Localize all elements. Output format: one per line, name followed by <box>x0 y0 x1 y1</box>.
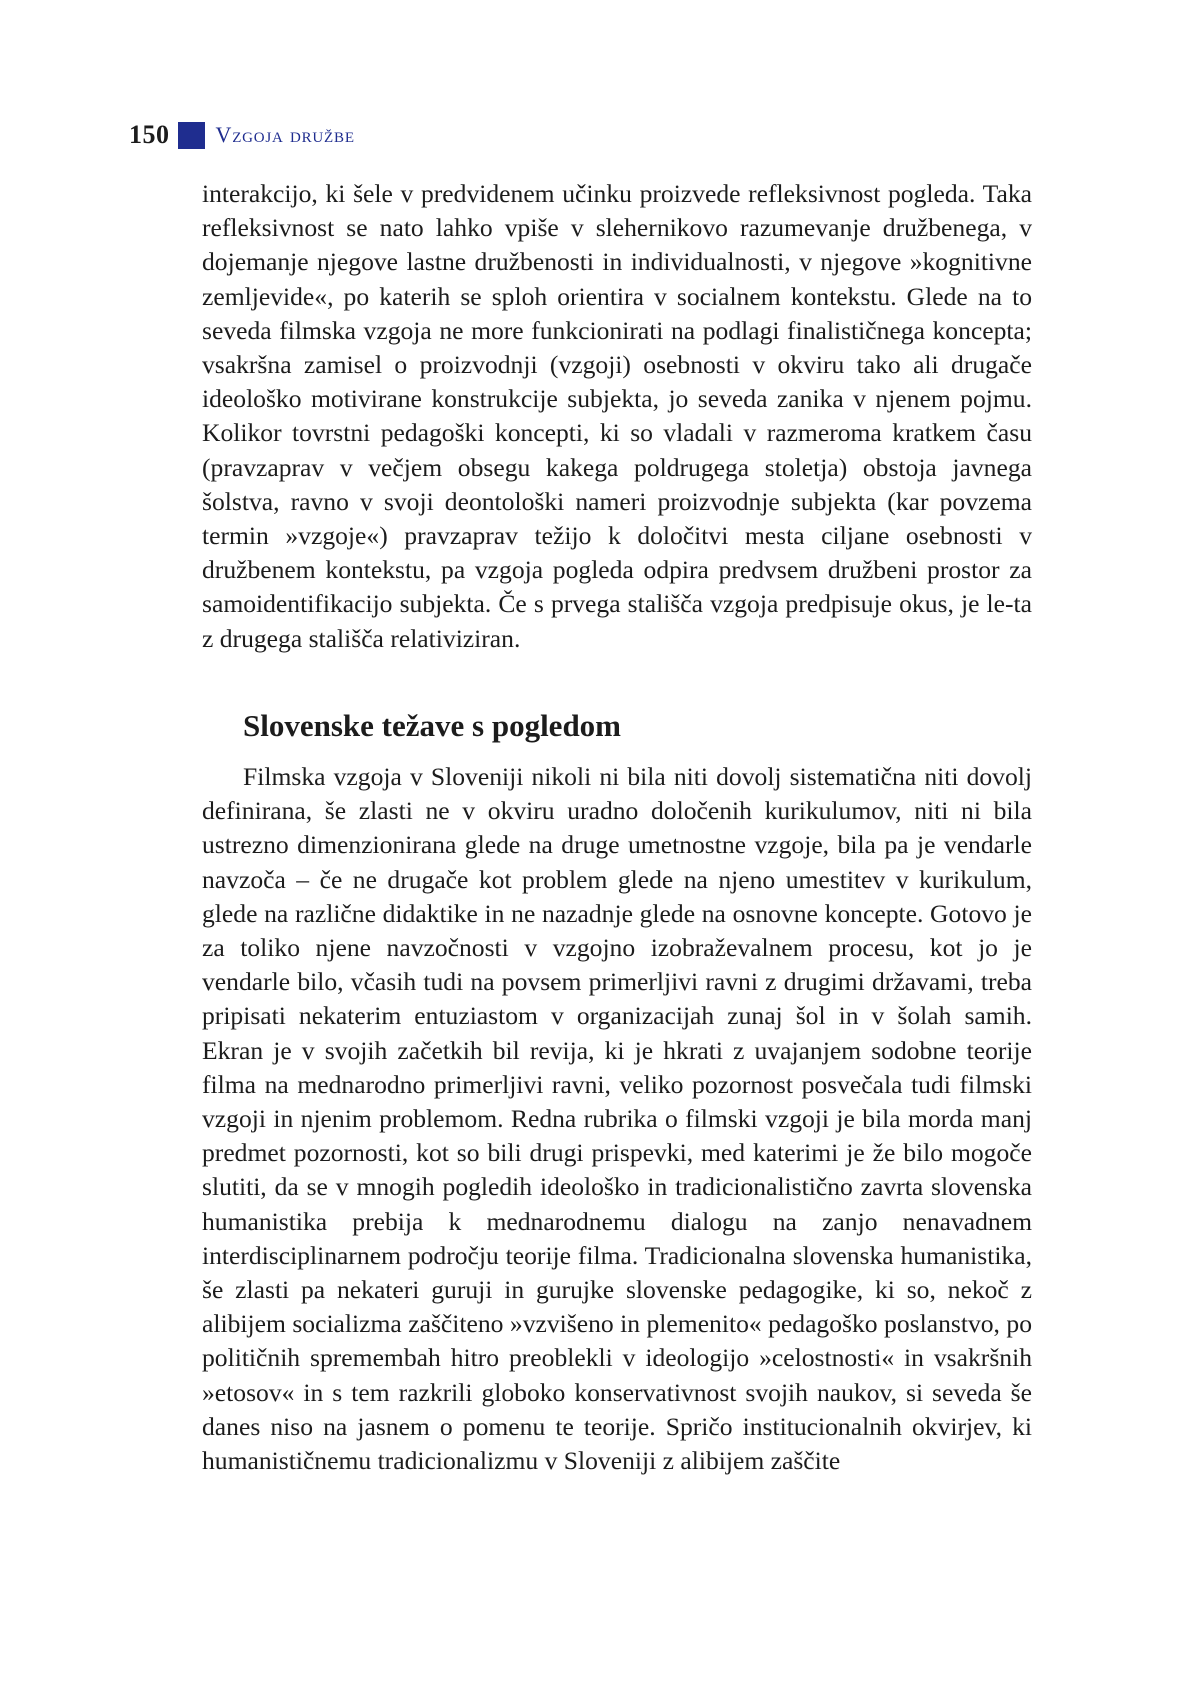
running-head <box>129 118 355 152</box>
blue-square-marker <box>178 122 205 149</box>
section-heading: Slovenske težave s pogledom <box>243 708 622 743</box>
body-paragraph: Filmska vzgoja v Sloveniji nikoli ni bila niti dovolj sistematična niti dovolj definirana, še zlasti ne v okviru uradno določenih kurikulumov, niti ni bila ustrezno dimenzionirana glede na druge umetnostne vzgoje, bila pa je vendarle navzoča – če ne drugače kot problem glede na njeno umestitev v kurikulum, glede na različne didaktike in ne nazadnje glede na osnovne koncepte. Gotovo je za toliko njene navzočnosti v vzgojno izobraževalnem procesu, kot jo je vendarle bilo, včasih tudi na povsem primerljivi ravni z drugimi državami, treba pripisati nekaterim entuziastom v organizacijah zunaj šol in v šolah samih. Ekran je v svojih začetkih bil revija, ki je hkrati z uvajanjem sodobne teorije filma na mednarodno primerljivi ravni, veliko pozornost posvečala tudi filmski vzgoji in njenim problemom. Redna rubrika o filmski vzgoji je bila morda manj predmet pozornosti, kot so bili drugi prispevki, med katerimi je že bilo mogoče slutiti, da se v mnogih pogledih ideološko in tradicionalistično zavrta slovenska humanistika prebija k mednarodnemu dialogu na zanjo nenavadnem interdisciplinarnem področju teorije filma. Tradicionalna slovenska humanistika, še zlasti pa nekateri guruji in gurujke slovenske pedagogike, ki so, nekoč z alibijem socializma zaščiteno »vzvišeno in plemenito« pedagoško poslanstvo, po političnih spremembah hitro preoblekli v ideologijo »celostnosti« in vsakršnih »etosov« in s tem razkrili globoko konservativnost svojih naukov, si seveda še danes niso na jasnem o pomenu te teorije. Spričo institucionalnih okvirjev, ki humanističnemu tradicionalizmu v Sloveniji z alibijem zaščite <box>202 762 1032 1476</box>
page-number: 150 <box>129 120 170 149</box>
running-title: Vzgoja družbe <box>215 122 355 147</box>
body-paragraph: interakcijo, ki šele v predvidenem učinku proizvede refleksivnost pogleda. Taka refleksivnost se nato lahko vpiše v slehernikovo razumevanje družbenega, v dojemanje njegove lastne družbenosti in individualnosti, v njegove »kognitivne zemljevide«, po katerih se sploh orientira v socialnem kontekstu. Glede na to seveda filmska vzgoja ne more funkcionirati na podlagi finalističnega koncepta; vsakršna zamisel o proizvodnji (vzgoji) osebnosti v okviru tako ali drugače ideološko motivirane konstrukcije subjekta, jo seveda zanika v njenem pojmu. Kolikor tovrstni pedagoški koncepti, ki so vladali v razmeroma kratkem času (pravzaprav v večjem obsegu kakega poldrugega stoletja) obstoja javnega šolstva, ravno v svoji deontološki nameri proizvodnje subjekta (kar povzema termin »vzgoje«) pravzaprav težijo k določitvi mesta ciljane osebnosti v družbenem kontekstu, pa vzgoja pogleda odpira predvsem družbeni prostor za samoidentifikacijo subjekta. Če s prvega stališča vzgoja predpisuje okus, je le-ta z drugega stališča relativiziran. <box>202 179 1032 653</box>
